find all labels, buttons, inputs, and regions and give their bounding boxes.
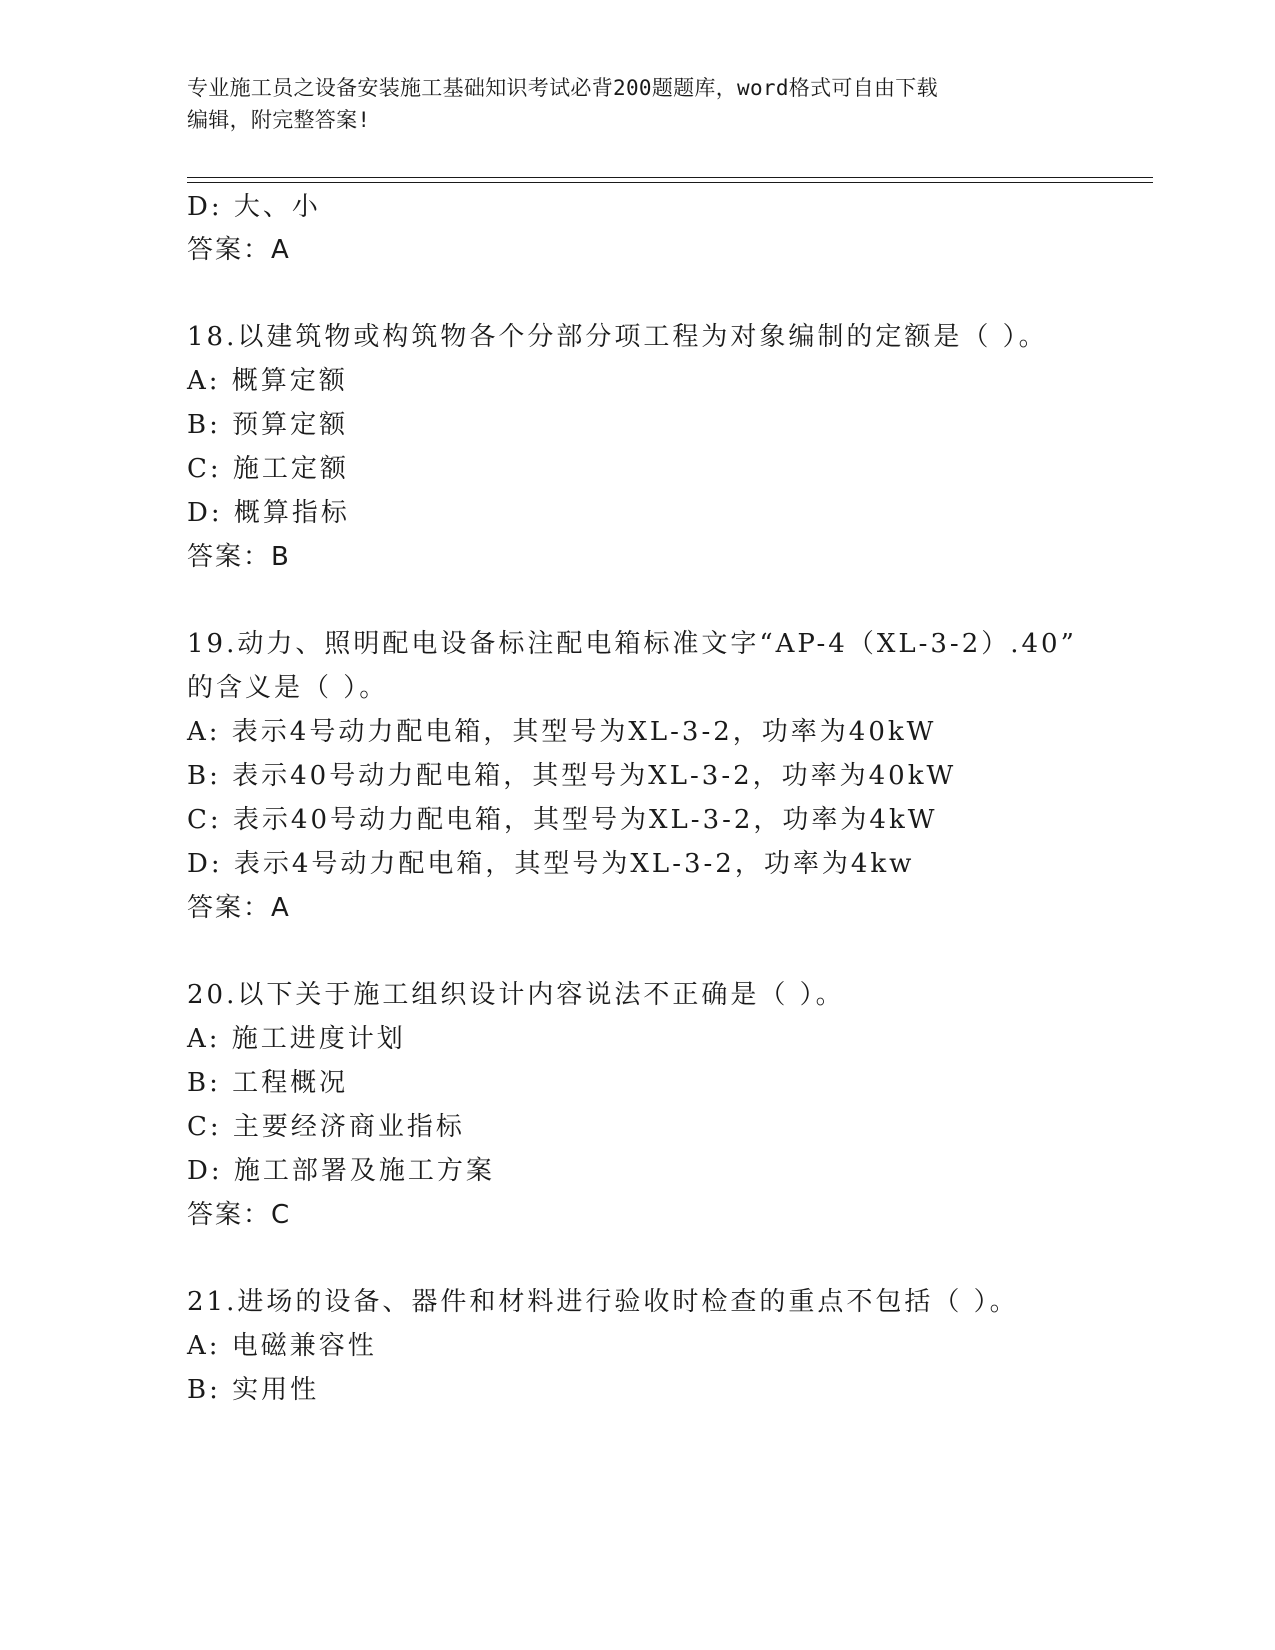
prev-option-d: D: 大、小 [187, 192, 321, 222]
question-18-option-a: A: 概算定额 [187, 366, 348, 396]
header-divider-bottom [187, 182, 1153, 183]
header-title-line-2: 编辑，附完整答案! [187, 108, 371, 132]
question-20-option-a: A: 施工进度计划 [187, 1024, 406, 1054]
question-20-stem: 20.以下关于施工组织设计内容说法不正确是（ ）。 [187, 980, 845, 1010]
question-21-option-b: B: 实用性 [187, 1375, 320, 1405]
question-20-option-d: D: 施工部署及施工方案 [187, 1156, 495, 1186]
question-19-option-c: C: 表示40号动力配电箱，其型号为XL-3-2，功率为4kW [187, 805, 938, 835]
question-18-option-d: D: 概算指标 [187, 498, 350, 528]
question-21-option-a: A: 电磁兼容性 [187, 1331, 377, 1361]
document-header [187, 72, 1067, 136]
question-19-answer: 答案：A [187, 893, 291, 923]
question-19-option-b: B: 表示40号动力配电箱，其型号为XL-3-2，功率为40kW [187, 761, 957, 791]
question-19-stem-line-1: 19.动力、照明配电设备标注配电箱标准文字“AP-4（XL-3-2）.40” [187, 629, 1077, 659]
question-18-stem: 18.以建筑物或构筑物各个分部分项工程为对象编制的定额是（ ）。 [187, 322, 1048, 352]
question-20-option-c: C: 主要经济商业指标 [187, 1112, 465, 1142]
header-title-line-1: 专业施工员之设备安装施工基础知识考试必背200题题库，word格式可自由下载 [187, 76, 938, 100]
header-divider-top [187, 177, 1153, 178]
prev-answer: 答案：A [187, 235, 291, 265]
question-18-option-b: B: 预算定额 [187, 410, 349, 440]
question-18-answer: 答案：B [187, 542, 291, 572]
question-20-answer: 答案：C [187, 1200, 292, 1230]
question-20-option-b: B: 工程概况 [187, 1068, 349, 1098]
question-19-stem-line-2: 的含义是（ ）。 [187, 673, 389, 703]
question-21-stem: 21.进场的设备、器件和材料进行验收时检查的重点不包括（ ）。 [187, 1287, 1019, 1317]
question-18-option-c: C: 施工定额 [187, 454, 349, 484]
question-19-option-a: A: 表示4号动力配电箱，其型号为XL-3-2，功率为40kW [187, 717, 937, 747]
question-19-option-d: D: 表示4号动力配电箱，其型号为XL-3-2，功率为4kw [187, 849, 915, 879]
